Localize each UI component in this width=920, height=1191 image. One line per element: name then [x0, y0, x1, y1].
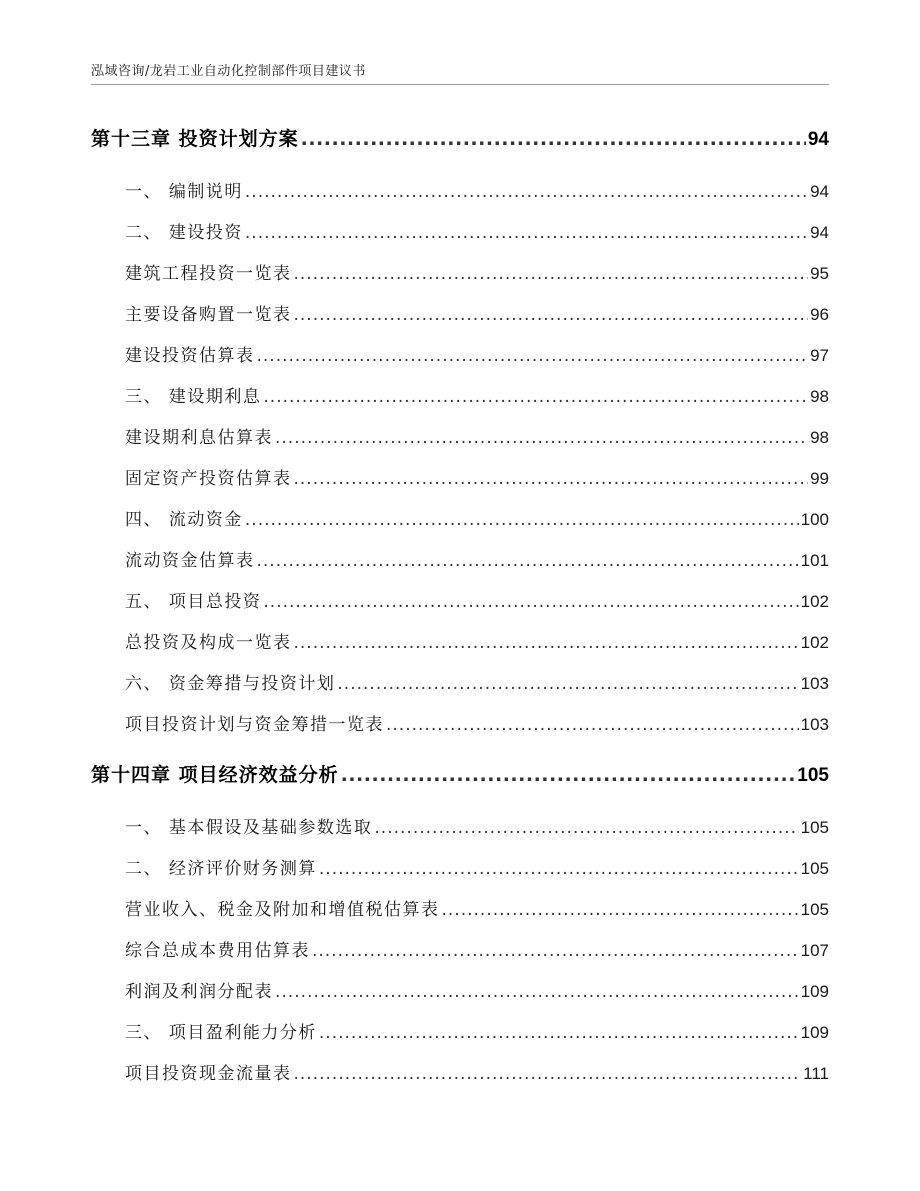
- toc-entry[interactable]: [91, 546, 829, 571]
- dot-leader: [319, 859, 799, 879]
- toc-page-number: 94: [810, 223, 829, 242]
- dot-leader: [294, 305, 809, 325]
- toc-page-number: 97: [810, 346, 829, 365]
- toc-entry[interactable]: [91, 177, 829, 202]
- toc-entry[interactable]: [91, 218, 829, 243]
- toc-page-number: 100: [800, 510, 829, 529]
- toc-page-number: 105: [800, 859, 829, 878]
- toc-entry[interactable]: [91, 710, 829, 735]
- toc-entry-title: 二、 建设投资: [125, 223, 243, 243]
- toc-page-number: 98: [810, 428, 829, 447]
- toc-entry[interactable]: [91, 1018, 829, 1043]
- toc-entry-title: 建筑工程投资一览表: [125, 264, 292, 284]
- toc-entry[interactable]: [91, 936, 829, 961]
- header-divider: [91, 84, 829, 85]
- toc-chapter-14[interactable]: [91, 760, 829, 787]
- dot-leader: [263, 387, 808, 407]
- toc-page-number: 103: [800, 674, 829, 693]
- dot-leader: [319, 1023, 799, 1043]
- toc-entry[interactable]: [91, 628, 829, 653]
- toc-page-number: 94: [807, 129, 829, 150]
- dot-leader: [312, 941, 799, 961]
- toc-page-number: 105: [797, 765, 829, 786]
- toc-entry-title: 五、 项目总投资: [125, 592, 262, 612]
- toc-page-number: 95: [810, 264, 829, 283]
- toc-entry[interactable]: [91, 259, 829, 284]
- toc-entry-title: 利润及利润分配表: [125, 982, 273, 1002]
- dot-leader: [337, 674, 798, 694]
- toc-entry-title: 六、 资金筹措与投资计划: [125, 674, 336, 694]
- toc-page-number: 105: [800, 900, 829, 919]
- toc-page-number: 103: [800, 715, 829, 734]
- toc-entry-title: 综合总成本费用估算表: [125, 941, 310, 961]
- toc-entry-title: 一、 编制说明: [125, 182, 243, 202]
- toc-entry[interactable]: [91, 813, 829, 838]
- toc-entry[interactable]: [91, 587, 829, 612]
- toc-entry-title: 第十三章 投资计划方案: [91, 128, 299, 150]
- toc-entry-title: 营业收入、税金及附加和增值税估算表: [125, 900, 440, 920]
- toc-entry[interactable]: [91, 300, 829, 325]
- toc-entry-title: 固定资产投资估算表: [125, 469, 292, 489]
- toc-chapter-13[interactable]: [91, 124, 829, 151]
- toc-page-number: 105: [800, 818, 829, 837]
- toc-entry-title: 建设投资估算表: [125, 346, 255, 366]
- dot-leader: [341, 764, 796, 786]
- toc-entry-title: 流动资金估算表: [125, 551, 255, 571]
- toc-entry[interactable]: [91, 854, 829, 879]
- dot-leader: [257, 346, 809, 366]
- toc-page-number: 101: [800, 551, 829, 570]
- dot-leader: [245, 182, 808, 202]
- toc-entry[interactable]: [91, 382, 829, 407]
- toc-page-number: 102: [800, 633, 829, 652]
- dot-leader: [245, 223, 808, 243]
- toc-page-number: 94: [810, 182, 829, 201]
- toc-page-number: 109: [800, 982, 829, 1001]
- toc-entry[interactable]: [91, 895, 829, 920]
- toc-page-number: 102: [800, 592, 829, 611]
- running-header: 泓域咨询/龙岩工业自动化控制部件项目建议书: [91, 64, 366, 79]
- toc-entry[interactable]: [91, 423, 829, 448]
- toc-entry-title: 三、 建设期利息: [125, 387, 262, 407]
- dot-leader: [374, 818, 798, 838]
- dot-leader: [257, 551, 799, 571]
- dot-leader: [245, 510, 799, 530]
- toc-page-number: 98: [810, 387, 829, 406]
- toc-entry[interactable]: [91, 1059, 829, 1084]
- toc-entry-title: 三、 项目盈利能力分析: [125, 1023, 317, 1043]
- dot-leader: [275, 428, 808, 448]
- dot-leader: [294, 1064, 802, 1084]
- toc-entry-title: 项目投资现金流量表: [125, 1064, 292, 1084]
- toc-page-number: 109: [800, 1023, 829, 1042]
- toc-page-number: 111: [803, 1064, 829, 1083]
- toc-entry-title: 一、 基本假设及基础参数选取: [125, 818, 373, 838]
- toc-entry[interactable]: [91, 669, 829, 694]
- toc-entry-title: 项目投资计划与资金筹措一览表: [125, 715, 384, 735]
- toc-entry[interactable]: [91, 341, 829, 366]
- toc-page-number: 107: [800, 941, 829, 960]
- dot-leader: [294, 264, 809, 284]
- dot-leader: [294, 469, 809, 489]
- dot-leader: [275, 982, 799, 1002]
- dot-leader: [294, 633, 799, 653]
- toc-entry-title: 四、 流动资金: [125, 510, 243, 530]
- toc-entry-title: 主要设备购置一览表: [125, 305, 292, 325]
- dot-leader: [301, 128, 806, 150]
- toc-page-number: 96: [810, 305, 829, 324]
- toc-entry-title: 建设期利息估算表: [125, 428, 273, 448]
- toc-entry-title: 二、 经济评价财务测算: [125, 859, 317, 879]
- toc-entry-title: 总投资及构成一览表: [125, 633, 292, 653]
- dot-leader: [386, 715, 799, 735]
- toc-entry[interactable]: [91, 464, 829, 489]
- dot-leader: [263, 592, 798, 612]
- toc-entry-title: 第十四章 项目经济效益分析: [91, 764, 339, 786]
- toc-entry[interactable]: [91, 505, 829, 530]
- toc-entry[interactable]: [91, 977, 829, 1002]
- dot-leader: [442, 900, 799, 920]
- toc-page-number: 99: [810, 469, 829, 488]
